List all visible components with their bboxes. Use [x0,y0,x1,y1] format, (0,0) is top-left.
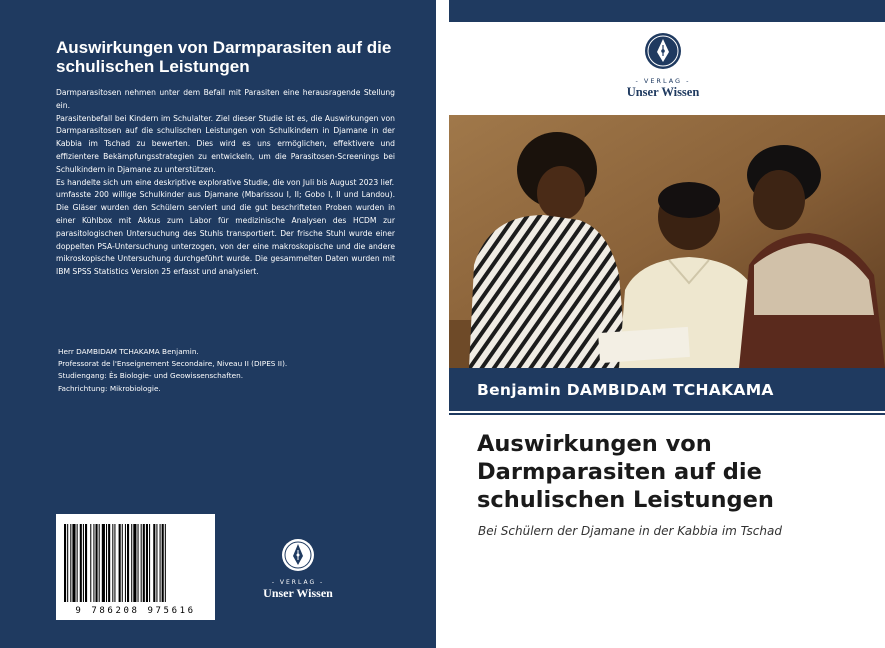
barcode-bars [62,522,209,606]
barcode-bar [80,524,82,602]
publisher-verlag-label: - VERLAG - [271,579,325,586]
barcode-bar [146,524,148,602]
barcode-bar [67,524,68,602]
barcode-bar [122,524,123,602]
barcode-bar [143,524,145,602]
blurb-paragraph: Darmparasitosen nehmen unter dem Befall mit Parasiten eine herausragende Stellung ein. [56,88,395,110]
pen-nib-logo-icon [644,32,682,70]
barcode-bar [64,524,66,602]
barcode-bar [108,524,110,602]
barcode-bar [93,524,94,602]
front-author-name: Benjamin DAMBIDAM TCHAKAMA [477,381,774,399]
barcode-bar [99,524,100,602]
barcode-bar [149,524,150,602]
front-cover-subtitle: Bei Schülern der Djamane in der Kabbia im Tschad [478,524,782,538]
barcode-bar [133,524,136,602]
barcode-bar [70,524,71,602]
barcode-bar [112,524,113,602]
barcode-bar [131,524,132,602]
blurb-paragraph: Parasitenbefall bei Kindern im Schulalter. Ziel dieser Studie ist es, die Auswirkungen von Darmparasitosen auf die schulischen Leistungen von Schulkindern in Djamane in der Kabbia im Tschad zu bewerten. Dies wird es uns ermöglichen, effektivere und effizientere Bekämpfungsstrategien zu entwickeln, um die Parasitosen-Screenings bei Schulkindern in Djamane zu unterstützen. [56,113,395,174]
barcode-bar [96,524,98,602]
front-top-band [449,0,885,22]
barcode-bar [106,524,107,602]
barcode-bar [83,524,84,602]
barcode-bar [77,524,78,602]
front-divider [449,413,885,415]
pen-nib-logo-icon [281,538,315,572]
spine [436,0,449,648]
barcode-bar [141,524,142,602]
author-bio-line: Studiengang: Ès Biologie- und Geowissenschaften. [58,371,244,381]
isbn-barcode [56,514,215,620]
cover-photo-illustration [449,115,885,368]
barcode-bar [125,524,126,602]
publisher-name: Unser Wissen [263,586,333,600]
author-bio [58,346,398,395]
barcode-bar [72,524,75,602]
barcode-bar [160,524,161,602]
publisher-name: Unser Wissen [626,85,700,99]
back-cover [0,0,436,648]
blurb-paragraph: umfasste 200 willige Schulkinder aus Djamane (Mbarissou I, II; Gobo I, II und Landou). Die Gläser wurden den Schülern serviert und die gut beschrifteten Proben wurden in einer Kühlbox mit Akkus zum Labor für medizinische Analysen des HCDM zur parasitologischen Untersuchung des Stuhls transportiert. Der frische Stuhl wurde einer doppelten PSA-Untersuchung unterzogen, von der eine makroskopische und die andere mikroskopische Untersuchung durchgeführt wurde. Die gesammelten Daten wurden mit IBM SPSS Statistics Version 25 erfasst und analysiert. [56,190,395,277]
isbn-number: 9 786208 975616 [75,606,196,616]
front-cover-title: Auswirkungen von Darmparasiten auf die schulischen Leistungen [477,431,774,513]
author-band [449,368,885,411]
back-publisher-logo [256,538,340,601]
barcode-bar [114,524,115,602]
barcode-bar [153,524,155,602]
barcode-bar [90,524,91,602]
cover-photo [449,115,885,368]
barcode-bar [102,524,105,602]
author-bio-line: Fachrichtung: Mikrobiologie. [58,383,161,393]
barcode-bar [156,524,157,602]
blurb-paragraph: Es handelte sich um eine deskriptive explorative Studie, die von Juli bis August 2023 lief. [56,177,395,187]
barcode-bar [85,524,87,602]
front-publisher-logo [612,32,714,100]
barcode-bar [138,524,139,602]
back-cover-title: Auswirkungen von Darmparasiten auf die schulischen Leistungen [56,38,392,76]
barcode-bar [162,524,164,602]
barcode-bar [127,524,129,602]
barcode-bar [165,524,166,602]
publisher-verlag-label: - VERLAG - [635,77,691,85]
barcode-bar [119,524,121,602]
author-bio-line: Professorat de l'Enseignement Secondaire, Niveau II (DIPES II). [58,359,288,369]
author-bio-line: Herr DAMBIDAM TCHAKAMA Benjamin. [58,347,199,356]
back-cover-blurb [56,87,395,279]
